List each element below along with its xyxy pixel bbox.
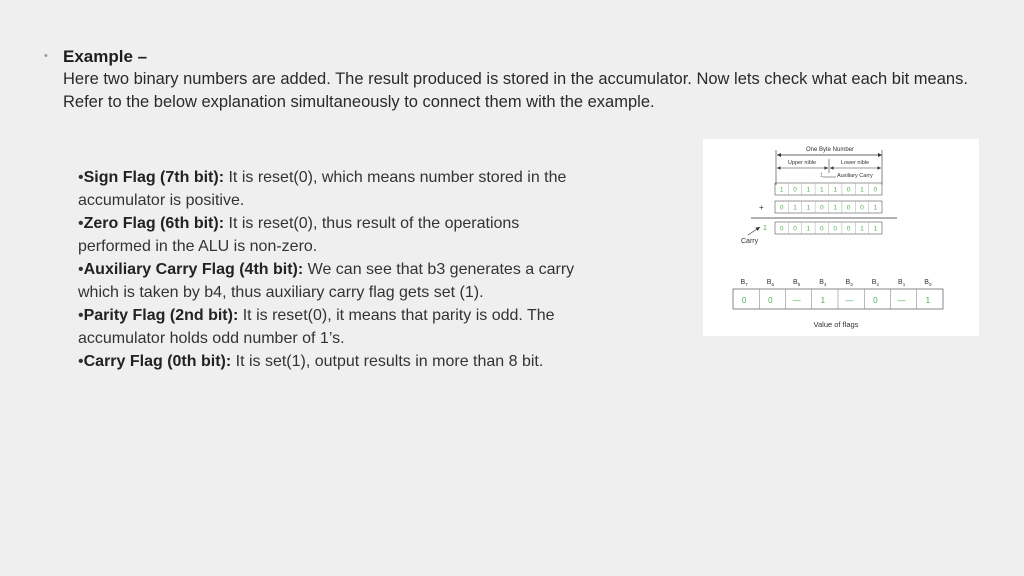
- flag-bit-sub: 6: [771, 282, 774, 287]
- flag-bit-headers: [741, 279, 932, 287]
- flag-label: Zero Flag (6th bit):: [83, 215, 225, 232]
- bit-digit: 0: [779, 225, 784, 233]
- bullet-icon: •: [78, 307, 84, 324]
- bit-digit: 0: [833, 225, 837, 233]
- flag-bit-header: [872, 279, 880, 287]
- flag-bit-letter: B: [766, 279, 772, 286]
- bullet-icon: •: [78, 169, 84, 186]
- bit-digit: 1: [806, 204, 811, 212]
- flag-bit-sub: 4: [823, 282, 827, 287]
- flag-item-zero: [78, 212, 578, 258]
- flag-bit-letter: B: [871, 279, 877, 286]
- bit-digit: 0: [860, 204, 864, 212]
- flag-bit-letter: B: [819, 279, 824, 286]
- bullet-icon: •: [44, 50, 48, 62]
- flag-bit-sub: 1: [902, 282, 906, 287]
- flag-item-parity: [78, 304, 578, 350]
- flag-item-carry: [78, 350, 578, 373]
- flags-caption: Value of flags: [813, 320, 859, 329]
- flag-bit-header: [898, 279, 906, 287]
- example-section: [44, 46, 984, 114]
- bit-digit: 1: [873, 225, 878, 233]
- bit-digit: 0: [820, 225, 824, 233]
- flag-bit-sub: 3: [850, 282, 853, 287]
- operand1-digits: [780, 183, 878, 195]
- carry-label: Carry: [741, 238, 759, 245]
- flag-bit-header: [924, 279, 932, 287]
- bit-digit: 1: [860, 186, 864, 194]
- flag-text: We can see that b3 generates a carry which is taken by b4, thus auxiliary carry flag gets set (1).: [78, 261, 575, 301]
- bit-digit: 1: [806, 186, 811, 194]
- flag-values: [742, 289, 931, 309]
- flag-value: 1: [925, 296, 931, 305]
- flag-bit-header: [819, 279, 827, 287]
- flag-bit-sub: 0: [928, 282, 932, 287]
- flag-value: 0: [873, 296, 878, 305]
- bit-digit: 1: [779, 186, 784, 194]
- flag-bit-letter: B: [924, 279, 929, 286]
- flag-bit-letter: B: [793, 279, 798, 286]
- bit-digit: 0: [793, 225, 797, 233]
- lower-nibble-label: Lower nible: [840, 160, 870, 166]
- bit-digit: 0: [779, 204, 784, 212]
- bit-digit: 1: [860, 225, 864, 233]
- flag-bit-header: [793, 279, 801, 287]
- flag-value: —: [897, 296, 906, 305]
- flag-label: Parity Flag (2nd bit):: [83, 307, 239, 324]
- flag-text: It is reset(0), thus result of the operations performed in the ALU is non-zero.: [78, 215, 520, 255]
- bit-digit: 0: [846, 225, 851, 233]
- flag-text: It is set(1), output results in more than 8 bit.: [231, 353, 544, 370]
- flag-value: 0: [768, 296, 773, 305]
- bit-digit: 1: [833, 204, 837, 212]
- result-digits: [780, 222, 878, 234]
- flag-value: —: [792, 296, 801, 305]
- flag-bit-header: [767, 279, 775, 287]
- flag-bit-letter: B: [898, 279, 903, 286]
- upper-nibble-label: Upper nible: [787, 160, 817, 166]
- flags-list: [78, 166, 578, 373]
- flag-value: 0: [741, 296, 747, 305]
- bit-digit: 1: [833, 186, 837, 194]
- flag-label: Auxiliary Carry Flag (4th bit):: [83, 261, 304, 278]
- flag-bit-sub: 5: [797, 282, 801, 287]
- example-heading: Example –: [63, 47, 148, 66]
- bullet-icon: •: [78, 215, 84, 232]
- operand2-digits: [780, 201, 878, 213]
- flag-bit-letter: B: [740, 279, 746, 286]
- binary-addition-diagram: [703, 139, 979, 336]
- bit-digit: 0: [793, 186, 797, 194]
- carry-pointer: [748, 227, 760, 235]
- bit-digit: 0: [820, 204, 824, 212]
- flag-text: It is reset(0), it means that parity is odd. The accumulator holds odd number of 1’s.: [78, 307, 555, 347]
- bit-digit: 0: [846, 204, 851, 212]
- aux-carry-label: Auxiliary Carry: [837, 173, 873, 179]
- flag-bit-sub: 7: [745, 282, 748, 287]
- bit-digit: 1: [793, 204, 797, 212]
- bit-digit: 0: [873, 186, 878, 194]
- flag-text: It is reset(0), which means number stored in the accumulator is positive.: [78, 169, 567, 209]
- bullet-icon: •: [78, 261, 84, 278]
- flag-label: Sign Flag (7th bit):: [83, 169, 225, 186]
- one-byte-label: One Byte Number: [805, 147, 855, 153]
- bullet-icon: •: [78, 353, 84, 370]
- flag-bit-header: [741, 279, 749, 287]
- flag-value: —: [845, 296, 854, 305]
- example-intro: Here two binary numbers are added. The result produced is stored in the accumulator. Now lets check what each bit means. Refer to the below explanation simultaneously to connect them with the example.: [63, 70, 968, 111]
- aux-carry-value: 1: [820, 173, 824, 179]
- bit-digit: 1: [820, 186, 824, 194]
- bit-digit: 1: [873, 204, 878, 212]
- carry-value: 1: [763, 225, 767, 232]
- flag-item-sign: [78, 166, 578, 212]
- plus-sign: +: [759, 203, 764, 212]
- flag-bit-header: [846, 279, 854, 287]
- bit-digit: 1: [806, 225, 811, 233]
- binary-addition-figure: [703, 139, 979, 336]
- flag-bit-letter: B: [845, 279, 851, 286]
- bit-digit: 0: [846, 186, 851, 194]
- flag-label: Carry Flag (0th bit):: [83, 353, 232, 370]
- flag-item-aux-carry: [78, 258, 578, 304]
- flag-bit-sub: 2: [876, 282, 879, 287]
- flag-value: 1: [820, 296, 826, 305]
